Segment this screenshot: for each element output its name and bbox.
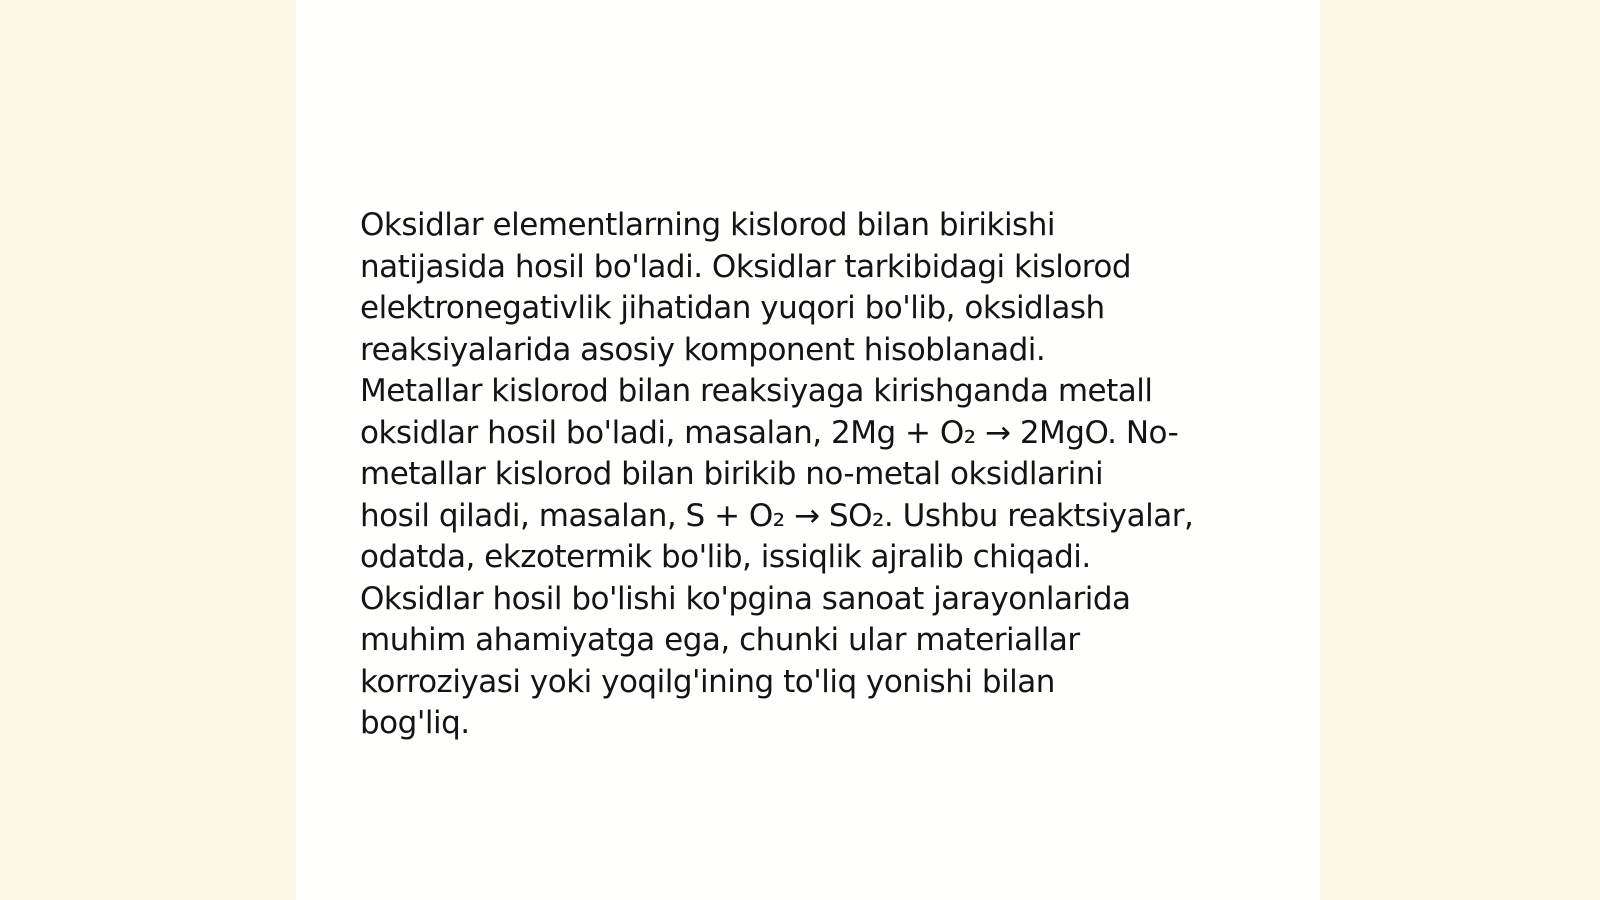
text-line: muhim ahamiyatga ega, chunki ular materiallar [360, 622, 1080, 658]
text-line: Oksidlar hosil bo'lishi ko'pgina sanoat jarayonlarida [360, 580, 1131, 617]
document-page [296, 0, 1320, 900]
text-line: Metallar kislorod bilan reaksiyaga kirishganda metall [360, 373, 1153, 409]
text-line: bog'liq. [360, 705, 470, 741]
text-line: korroziyasi yoki yoqilg'ining to'liq yonishi bilan [360, 663, 1055, 700]
body-paragraph [360, 205, 1260, 745]
text-line: natijasida hosil bo'ladi. Oksidlar tarkibidagi kislorod [360, 248, 1132, 285]
text-line: hosil qiladi, masalan, S + O₂ → SO₂. Ushbu reaktsiyalar, [360, 497, 1194, 534]
text-line: odatda, ekzotermik bo'lib, issiqlik ajralib chiqadi. [360, 539, 1091, 575]
text-line: metallar kislorod bilan birikib no-metal oksidlarini [360, 456, 1104, 492]
text-line: Oksidlar elementlarning kislorod bilan birikishi [360, 207, 1055, 243]
text-line: reaksiyalarida asosiy komponent hisoblanadi. [360, 331, 1046, 368]
text-line: oksidlar hosil bo'ladi, masalan, 2Mg + O₂ → 2MgO. No- [360, 414, 1179, 451]
text-line: elektronegativlik jihatidan yuqori bo'lib, oksidlash [360, 290, 1105, 326]
